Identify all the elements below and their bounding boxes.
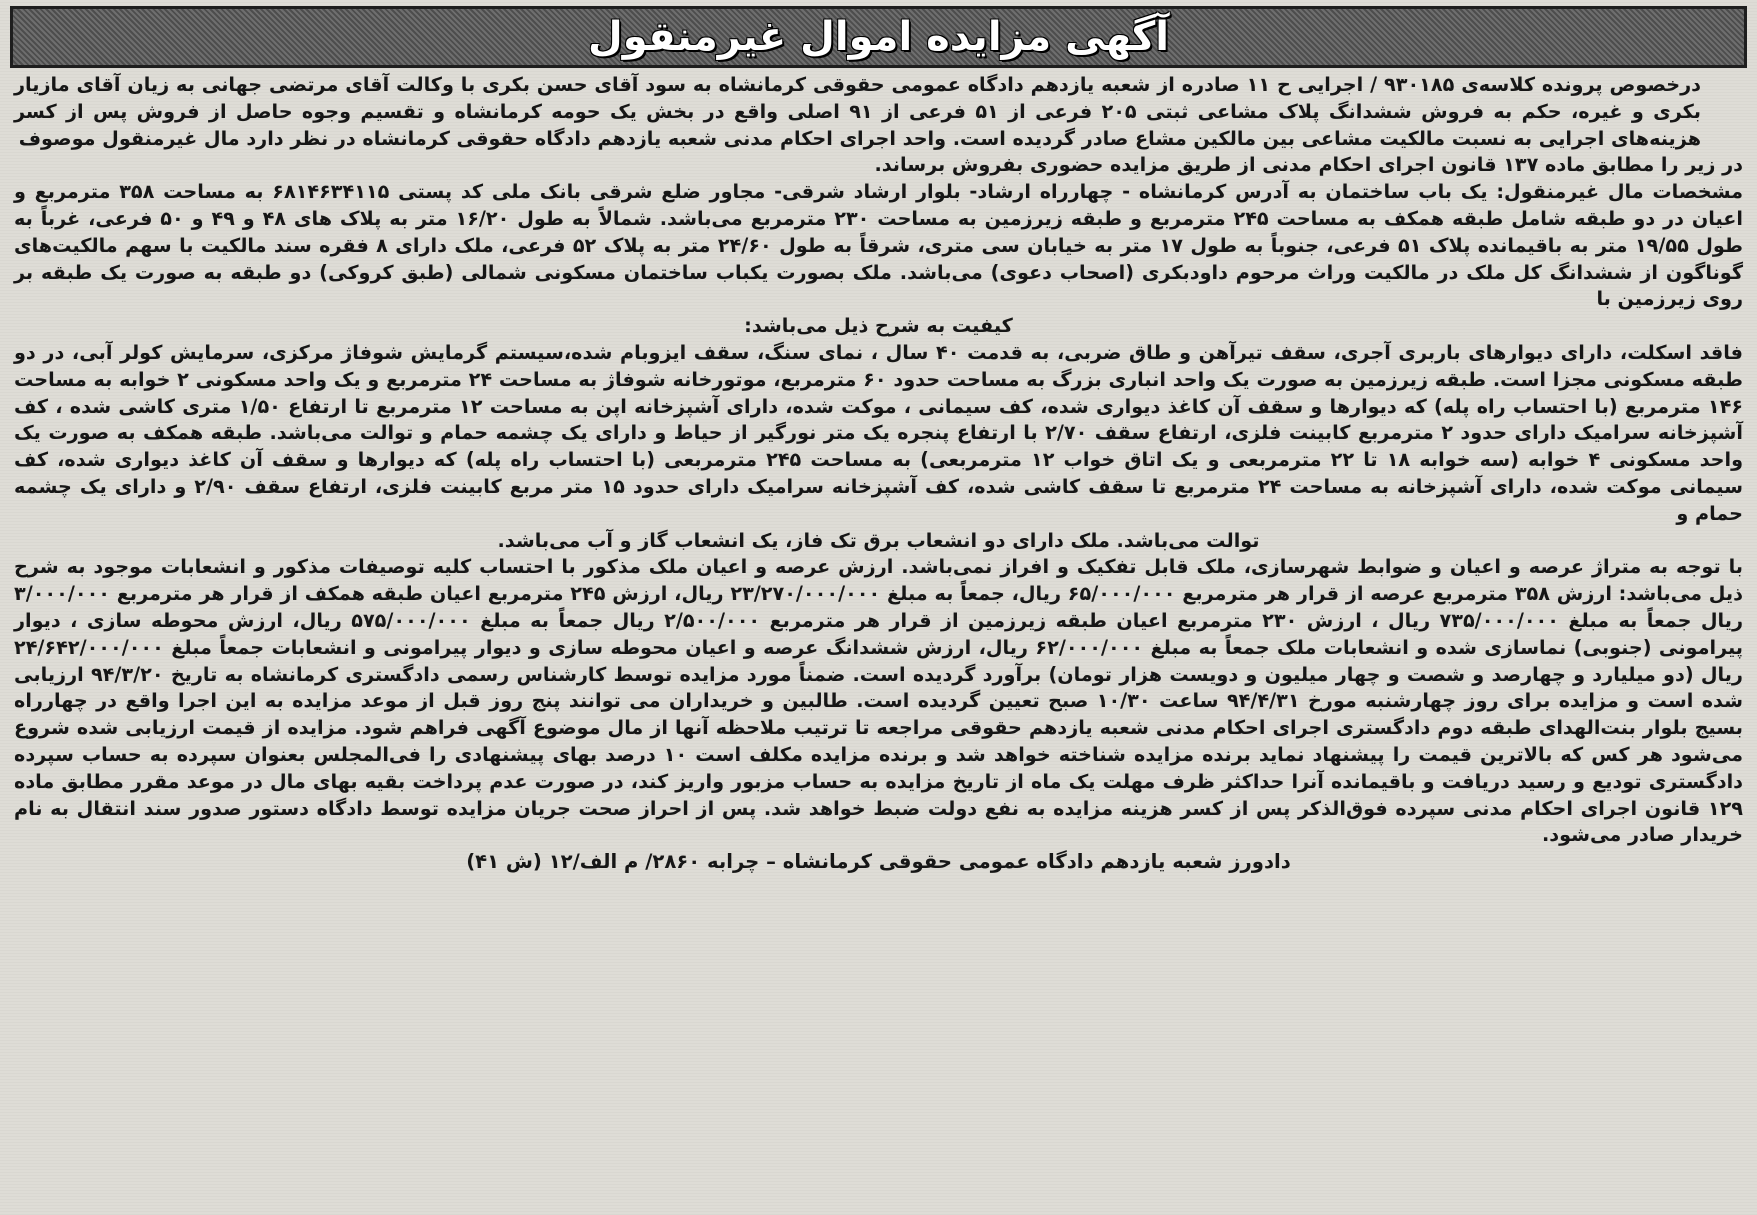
valuation-paragraph: با توجه به متراژ عرصه و اعیان و ضوابط شهرسازی، ملک قابل تفکیک و افراز نمی‌باشد. ارزش عرصه و اعیان ملک مذکور با احتساب کلیه توصیفات مذکور و انشعابات موجود به شرح ذیل می‌باشد: ارزش ۳۵۸ مترمربع عرصه از قرار هر مترمربع ۶۵/۰۰۰/۰۰۰ ریال، جمعاً به مبلغ ۲۳/۲۷۰/۰۰۰/۰۰۰ ریال، ارزش ۲۴۵ مترمربع اعیان طبقه همکف از قرار هر مترمربع ۳/۰۰۰/۰۰۰ ریال جمعاً به مبلغ ۷۳۵/۰۰۰/۰۰۰ ریال ، ارزش ۲۳۰ مترمربع اعیان طبقه زیرزمین از قرار هر مترمربع ۲/۵۰۰/۰۰۰ ریال جمعاً به مبلغ ۵۷۵/۰۰۰/۰۰۰ ریال، ارزش محوطه سازی ، دیوار پیرامونی (جنوبی) نماسازی شده و انشعابات ملک جمعاً به مبلغ ۶۲/۰۰۰/۰۰۰ ریال، ارزش ششدانگ عرصه و اعیان محوطه سازی و دیوار پیرامونی و انشعابات جمعاً مبلغ ۲۴/۶۴۲/۰۰۰/۰۰۰ ریال (دو میلیارد و چهارصد و شصت و چهار میلیون و دویست هزار تومان) برآورد گردیده است. ضمناً مورد مزایده توسط کارشناس رسمی دادگستری کرمانشاه به تاریخ ۹۴/۳/۲۰ ارزیابی شده است و مزایده برای روز چهارشنبه مورخ ۹۴/۴/۳۱ ساعت ۱۰/۳۰ صبح تعیین گردیده است. طالبین و خریداران می توانند پنج روز قبل از موعد مزایده به این اجرا واقع در چهارراه بسیج بلوار بنت‌الهدای طبقه دوم دادگستری اجرای احکام مدنی شعبه یازدهم حقوقی مراجعه تا ترتیب ملاحظه آنها از مال موضوع آگهی فراهم شود. مزایده از قیمت ارزیابی شده شروع می‌شود هر کس که بالاترین قیمت را پیشنهاد نماید برنده مزایده شناخته خواهد شد و برنده مزایده مکلف است ۱۰ درصد بهای پیشنهادی را فی‌المجلس بعنوان سپرده به حساب سپرده دادگستری تودیع و رسید دریافت و باقیمانده آنرا حداکثر ظرف مهلت یک ماه از تاریخ مزایده به حساب مزبور واریز کند، در صورت عدم پرداخت بقیه بهای مال در موعد مقرر مطابق ماده ۱۲۹ قانون اجرای احکام مدنی سپرده فوق‌الذکر پس از کسر هزینه مزایده به نفع دولت ضبط خواهد شد. پس از احراز صحت جریان مزایده توسط دادگاه دستور صدور سند انتقال به نام خریدار صادر می‌شود.: [14, 555, 1743, 847]
intro-last-line: در زیر را مطابق ماده ۱۳۷ قانون اجرای احکام مدنی از طریق مزایده حضوری بفروش برساند.: [874, 153, 1743, 177]
title-banner: [10, 6, 1747, 68]
signature-line: دادورز شعبه یازدهم دادگاه عمومی حقوقی کرمانشاه – چرابه ۲۸۶۰/ م الف/۱۲ (ش ۴۱): [466, 850, 1291, 874]
specs-tail: کیفیت به شرح ذیل می‌باشد:: [744, 314, 1013, 338]
notice-body: [8, 72, 1749, 1192]
specs-label: مشخصات مال غیرمنقول:: [1496, 180, 1743, 204]
notice-title: آگهی مزایده اموال غیرمنقول: [588, 14, 1169, 60]
specs-text: یک باب ساختمان به آدرس کرمانشاه - چهارراه ارشاد- بلوار ارشاد شرقی- مجاور ضلع شرقی بانک ملی کد پستی ۶۸۱۴۶۳۴۱۱۵ به مساحت ۳۵۸ مترمربع و اعیان در دو طبقه شامل طبقه همکف به مساحت ۲۴۵ مترمربع و طبقه زیرزمین به مساحت ۲۳۰ مترمربع می‌باشد. شمالاً به طول ۱۶/۲۰ متر به پلاک های ۴۸ و ۴۹ و ۵۰ فرعی، غرباً به طول ۱۹/۵۵ متر به باقیمانده پلاک ۵۱ فرعی، جنوباً به طول ۱۷ متر به خیابان سی متری، شرقاً به طول ۲۴/۶۰ متر به پلاک ۵۲ فرعی، ملک دارای ۸ فقره سند مالکیت با سهم مالکیت‌های گوناگون از ششدانگ کل ملک در مالکیت وراث مرحوم داودبکری (اصحاب دعوی) می‌باشد. ملک بصورت یکباب ساختمان مسکونی شمالی (طبق کروکی) دو طبقه به صورت یک طبقه بر روی زیرزمین با: [14, 180, 1743, 311]
quality-paragraph: فاقد اسکلت، دارای دیوارهای باربری آجری، سقف تیرآهن و طاق ضربی، به قدمت ۴۰ سال ، نمای سنگ، سقف ایزوبام شده،سیستم گرمایش شوفاژ مرکزی، سرمایش کولر آبی، در دو طبقه مسکونی مجزا است. طبقه زیرزمین به صورت یک واحد انباری بزرگ به مساحت حدود ۶۰ مترمربع، موتورخانه شوفاژ به مساحت ۲۴ مترمربع و یک واحد مسکونی ۲ خوابه به مساحت ۱۴۶ مترمربع (با احتساب راه پله) که دیوارها و سقف آن کاغذ دیواری شده، کف سیمانی ، موکت شده، دارای آشپزخانه اپن به مساحت ۱۲ مترمربع تا ارتفاع ۱/۵۰ متری کاشی شده ، کف آشپزخانه سرامیک دارای حدود ۲ مترمربع کابینت فلزی، ارتفاع سقف ۲/۷۰ با ارتفاع پنجره یک متر نورگیر از حیاط و دارای یک چشمه حمام و توالت می‌باشد. طبقه همکف به صورت یک واحد مسکونی ۴ خوابه (سه خوابه ۱۸ تا ۲۲ مترمربعی و یک اتاق خواب ۱۲ مترمربعی) به مساحت ۲۴۵ مترمربعی (با احتساب راه پله) که دیوارها و سقف آن کاغذ دیواری شده، کف سیمانی موکت شده، دارای آشپزخانه به مساحت ۲۴ مترمربع تا سقف کاشی شده، کف آشپزخانه سرامیک دارای حدود ۱۵ متر مربع کابینت فلزی، ارتفاع سقف ۲/۹۰ و دارای یک چشمه حمام و: [14, 340, 1744, 525]
intro-paragraph: درخصوص پرونده کلاسه‌ی ۹۳۰۱۸۵ / اجرایی ح ۱۱ صادره از شعبه یازدهم دادگاه عمومی حقوقی کرمانشاه به سود آقای حسن بکری با وکالت آقای مرتضی جهانی به زیان آقای مازیار بکری و غیره، حکم به فروش ششدانگ پلاک مشاعی ثبتی ۲۰۵ فرعی از ۵۱ فرعی از ۹۱ اصلی واقع در بخش یک حومه کرمانشاه و تقسیم وجوه حاصل از فروش پس از کسر هزینه‌های اجرایی به نسبت مالکیت مشاعی بین مالکین مشاع صادر گردیده است. واحد اجرای احکام مدنی شعبه یازدهم دادگاه حقوقی کرمانشاه در نظر دارد مال غیرمنقول موصوف: [14, 73, 1702, 150]
quality-tail: توالت می‌باشد. ملک دارای دو انشعاب برق تک فاز، یک انشعاب گاز و آب می‌باشد.: [497, 528, 1260, 552]
specs-paragraph: [14, 179, 1743, 313]
